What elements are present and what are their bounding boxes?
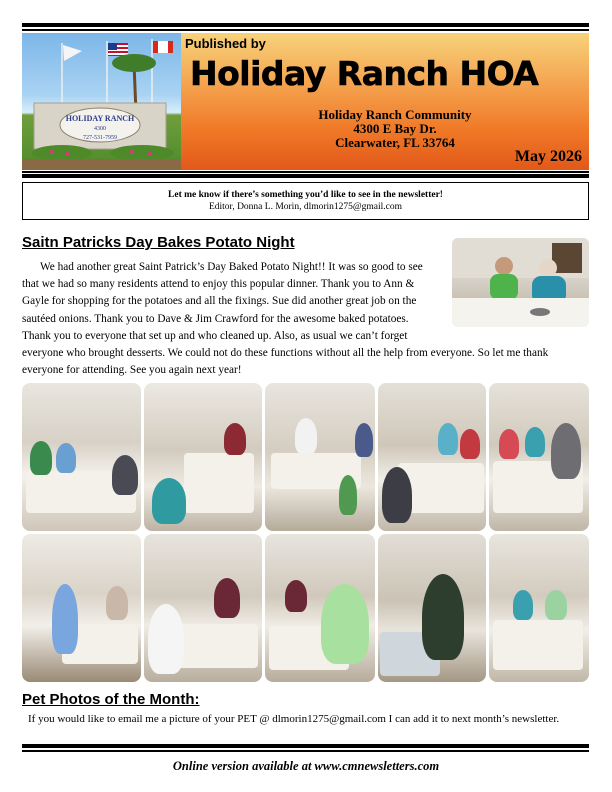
sign-name: HOLIDAY RANCH [65, 114, 135, 123]
masthead-photo [22, 33, 181, 170]
newsletter-title: Holiday Ranch HOA [190, 54, 539, 93]
sign-phone: 727-531-7959 [83, 135, 117, 141]
event-photo-5 [489, 383, 589, 531]
event-photo-8 [265, 534, 375, 682]
masthead-bottom-rule-thick [22, 174, 589, 178]
top-rule-thin [22, 29, 589, 31]
masthead-bottom-rule-thin [22, 171, 589, 173]
top-rule-thick [22, 23, 589, 27]
issue-date: May 2026 [514, 148, 582, 165]
editor-note-box [22, 182, 589, 220]
article-line-4: sautéed onions. Thank you to Dave & Jim Crawford for the awesome baked potatoes. [22, 312, 409, 325]
event-photo-2 [144, 383, 262, 531]
address-line-3: Clearwater, FL 33764 [335, 135, 455, 150]
article-title: Saitn Patricks Day Bakes Potato Night [22, 234, 295, 251]
entrance-sign-illustration [22, 33, 181, 170]
article-line-6: everyone who brought desserts. We could not do these functions without all the help from everyone. So let me thank [22, 346, 549, 359]
article-body [22, 259, 589, 379]
pet-photos-title: Pet Photos of the Month: [22, 691, 200, 708]
article-line-7: everyone for attending. See you again next year! [22, 364, 242, 377]
article-line-5: Thank you to everyone that set up and who cleaned up. Also, as usual we can’t forget [22, 329, 408, 342]
event-photo-4 [378, 383, 486, 531]
editor-note-request: Let me know if there’s something you’d like to see in the newsletter! [168, 190, 443, 200]
article-line-3: Gayle for shopping for the potatoes and all the fixings. Sue did another great job on the [22, 295, 417, 308]
online-version-note: Online version available at www.cmnewsletters.com [172, 759, 440, 773]
sign-number: 4300 [94, 126, 106, 132]
community-address [280, 108, 510, 150]
event-photo-7 [144, 534, 262, 682]
event-photo-6 [22, 534, 141, 682]
event-photo-3 [265, 383, 375, 531]
article-line-1: We had another great Saint Patrick’s Day Baked Potato Night!! It was so good to see [40, 261, 423, 273]
event-photo-1 [22, 383, 141, 531]
address-line-2: 4300 E Bay Dr. [353, 121, 437, 136]
article-line-2: that we had so many residents attend to enjoy this popular dinner. Thank you to Ann & [22, 278, 415, 291]
event-photo-9 [378, 534, 486, 682]
editor-note-contact: Editor, Donna L. Morin, dlmorin1275@gmail.com [208, 202, 403, 212]
address-line-1: Holiday Ranch Community [318, 107, 472, 122]
published-by-label: Published by [185, 36, 266, 51]
footer-rule-thin [22, 750, 589, 752]
event-photo-10 [489, 534, 589, 682]
footer-rule-thick [22, 744, 589, 748]
pet-photos-body: If you would like to email me a picture of your PET @ dlmorin1275@gmail.com I can add it to next month’s newsletter. [28, 713, 560, 725]
